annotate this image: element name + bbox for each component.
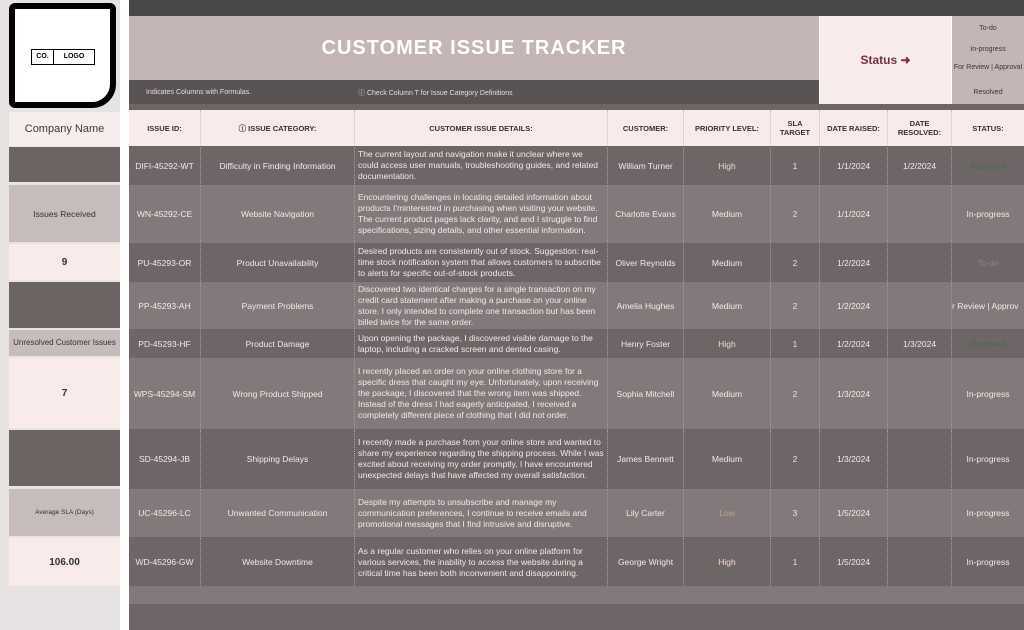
cell-customer[interactable]: Amelia Hughes [608, 282, 684, 329]
cell-status[interactable]: To-do [977, 257, 999, 268]
cell-sla[interactable]: 2 [771, 185, 820, 243]
cell-category[interactable]: Website Navigation [201, 185, 355, 243]
formula-note: Indicates Columns with Formulas. [146, 89, 252, 96]
cell-resolved[interactable] [888, 185, 952, 243]
col-sla-target[interactable]: SLA TARGET [771, 110, 820, 146]
cell-raised[interactable]: 1/3/2024 [820, 430, 888, 488]
cell-category[interactable]: Website Downtime [201, 538, 355, 586]
col-issue-category[interactable]: ⓘ ISSUE CATEGORY: [201, 110, 355, 146]
cell-category[interactable]: Shipping Delays [201, 430, 355, 488]
cell-resolved[interactable] [888, 430, 952, 488]
cell-sla[interactable]: 1 [771, 147, 820, 184]
cell-priority[interactable]: High [684, 330, 771, 357]
col-issue-details[interactable]: CUSTOMER ISSUE DETAILS: [355, 110, 608, 146]
cell-status[interactable]: In-progress [966, 388, 1010, 399]
cell-resolved[interactable] [888, 358, 952, 429]
avg-sla-value[interactable]: 106.00 [9, 538, 120, 586]
cell-details[interactable]: Upon opening the package, I discovered visible damage to the laptop, including a cracked screen and dented casing. [355, 330, 608, 357]
issues-received-label: Issues Received [9, 185, 120, 242]
table-row[interactable] [129, 538, 1024, 586]
cell-category[interactable]: Payment Problems [201, 282, 355, 329]
logo-badge [31, 49, 95, 65]
status-legend [952, 16, 1024, 104]
cell-category[interactable]: Unwanted Communication [201, 489, 355, 537]
avg-sla-label: Average SLA (Days) [9, 489, 120, 536]
table-row[interactable] [129, 330, 1024, 357]
cell-priority[interactable]: High [684, 538, 771, 586]
cell-resolved[interactable]: 1/3/2024 [888, 330, 952, 357]
cell-id[interactable]: PP-45293-AH [129, 282, 201, 329]
empty-row [129, 605, 1024, 630]
cell-priority[interactable]: Medium [684, 185, 771, 243]
cell-status[interactable]: Resolved [970, 160, 1006, 171]
issues-received-value[interactable]: 9 [9, 244, 120, 280]
col-status[interactable]: STATUS: [972, 123, 1004, 133]
cell-sla[interactable]: 2 [771, 430, 820, 488]
cell-resolved[interactable] [888, 538, 952, 586]
cell-id[interactable]: WN-45292-CE [129, 185, 201, 243]
col-date-raised[interactable]: DATE RAISED: [820, 110, 888, 146]
cell-raised[interactable]: 1/2/2024 [820, 330, 888, 357]
cell-category[interactable]: Product Unavailability [201, 244, 355, 281]
cell-details[interactable]: As a regular customer who relies on your online platform for various services, the inability to access the website during a critical time has been both inconvenient and disappointing. [355, 538, 608, 586]
legend-in-progress: In-progress [970, 46, 1006, 53]
table-header [129, 110, 1024, 146]
cell-raised[interactable]: 1/1/2024 [820, 147, 888, 184]
cell-resolved[interactable]: 1/2/2024 [888, 147, 952, 184]
col-issue-id[interactable]: ISSUE ID: [129, 110, 201, 146]
cell-details[interactable]: I recently made a purchase from your online store and wanted to share my experience regarding the shipping process. While I was excited about receiving my order promptly, I have encountered unexpected delays that have affected my overall satisfaction. [355, 430, 608, 488]
cell-details[interactable]: The current layout and navigation make it unclear where we could access user manuals, troubleshooting guides, and related documentation. [355, 147, 608, 184]
cell-priority[interactable]: Medium [684, 430, 771, 488]
table-row[interactable] [129, 430, 1024, 488]
company-logo [9, 3, 116, 108]
table-row[interactable] [129, 358, 1024, 429]
table-row[interactable] [129, 185, 1024, 243]
cell-priority[interactable]: Medium [684, 282, 771, 329]
cell-status[interactable]: In-progress [966, 209, 1010, 219]
cell-sla[interactable]: 2 [771, 282, 820, 329]
cell-priority[interactable]: Low [684, 489, 771, 537]
cell-id[interactable]: PD-45293-HF [129, 330, 201, 357]
page-title: CUSTOMER ISSUE TRACKER [321, 36, 627, 59]
cell-id[interactable]: UC-45296-LC [129, 489, 201, 537]
cell-customer[interactable]: William Turner [608, 147, 684, 184]
cell-status[interactable]: r Review | Approv [952, 300, 1019, 311]
cell-customer[interactable]: Henry Foster [608, 330, 684, 357]
empty-row [129, 586, 1024, 604]
left-spacer-1 [9, 147, 120, 182]
cell-customer[interactable]: Oliver Reynolds [608, 244, 684, 281]
cell-details[interactable]: I recently placed an order on your online clothing store for a specific dress that caught my eye. Unfortunately, upon receiving the package, I discovered that the wrong item was shipped. Instead of the dress I had eagerly anticipated, I received a completely different piece of clothing that I did not order. [355, 358, 608, 429]
legend-for-review: For Review | Approval [953, 64, 1023, 71]
cell-status[interactable]: In-progress [966, 557, 1010, 567]
cell-raised[interactable]: 1/1/2024 [820, 185, 888, 243]
cell-raised[interactable]: 1/5/2024 [820, 489, 888, 537]
company-name[interactable]: Company Name [9, 112, 120, 146]
logo-co-text: CO. [32, 50, 54, 64]
legend-resolved: Resolved [973, 89, 1003, 96]
unresolved-value[interactable]: 7 [9, 358, 120, 428]
cell-customer[interactable]: Charlotte Evans [608, 185, 684, 243]
cell-raised[interactable]: 1/2/2024 [820, 244, 888, 281]
cell-priority[interactable]: Medium [684, 244, 771, 281]
col-date-resolved[interactable]: DATE RESOLVED: [888, 110, 952, 146]
cell-id[interactable]: WD-45296-GW [129, 538, 201, 586]
cell-id[interactable]: SD-45294-JB [129, 430, 201, 488]
table-row[interactable] [129, 147, 1024, 184]
cell-category[interactable]: Difficulty in Finding Information [201, 147, 355, 184]
left-panel [0, 0, 120, 630]
left-spacer-2 [9, 282, 120, 328]
cell-priority[interactable]: Medium [684, 358, 771, 429]
status-arrow-label: Status ➜ [820, 16, 951, 104]
cell-resolved[interactable] [888, 282, 952, 329]
cell-details[interactable]: Desired products are consistently out of stock. Suggestion: real-time stock notification system that allows customers to subscribe to alerts for specific out-of-stock products. [355, 244, 608, 281]
cell-status[interactable]: In-progress [966, 454, 1010, 464]
cell-category[interactable]: Wrong Product Shipped [201, 358, 355, 429]
cell-status[interactable]: Resolved [970, 338, 1006, 349]
top-bar [129, 0, 1024, 16]
unresolved-label: Unresolved Customer Issues [9, 330, 120, 356]
cell-sla[interactable]: 3 [771, 489, 820, 537]
cell-sla[interactable]: 1 [771, 538, 820, 586]
cell-customer[interactable]: James Bennett [608, 430, 684, 488]
logo-text: LOGO [63, 53, 85, 60]
cell-sla[interactable]: 1 [771, 330, 820, 357]
cell-priority[interactable]: High [684, 147, 771, 184]
cell-details[interactable]: Encountering challenges in locating detailed information about products I'minterested in purchasing when visiting your website. The current product pages lack clarity, and and I struggle to find specifications, sizing details, and other essential information. [355, 185, 608, 243]
cell-resolved[interactable] [888, 489, 952, 537]
legend-todo: To-do [979, 25, 997, 32]
cell-sla[interactable]: 2 [771, 244, 820, 281]
col-priority[interactable]: PRIORITY LEVEL: [684, 110, 771, 146]
left-spacer-3 [9, 430, 120, 486]
cell-customer[interactable]: George Wright [608, 538, 684, 586]
cell-details[interactable]: Despite my attempts to unsubscribe and manage my communication preferences, I continue to receive emails and promotional messages that I find intrusive and disruptive. [355, 489, 608, 537]
table-row[interactable] [129, 244, 1024, 281]
cell-sla[interactable]: 2 [771, 358, 820, 429]
cell-id[interactable]: WPS-45294-SM [129, 358, 201, 429]
cell-details[interactable]: Discovered two identical charges for a single transaction on my credit card statement after making a purchase on your online store. I only intended to complete one transaction but has been billed twice for the same order. [355, 282, 608, 329]
cell-id[interactable]: PU-45293-OR [129, 244, 201, 281]
cell-raised[interactable]: 1/3/2024 [820, 358, 888, 429]
table-row[interactable] [129, 282, 1024, 329]
cell-raised[interactable]: 1/2/2024 [820, 282, 888, 329]
col-customer[interactable]: CUSTOMER: [608, 110, 684, 146]
cell-status[interactable]: In-progress [966, 508, 1010, 518]
title-banner [129, 16, 819, 80]
panel-gap [120, 0, 129, 630]
cell-category[interactable]: Product Damage [201, 330, 355, 357]
category-note: ⓘ Check Column T for Issue Category Definitions [358, 90, 513, 97]
cell-customer[interactable]: Sophia Mitchell [608, 358, 684, 429]
cell-id[interactable]: DIFI-45292-WT [129, 147, 201, 184]
table-row[interactable] [129, 489, 1024, 537]
cell-raised[interactable]: 1/5/2024 [820, 538, 888, 586]
note-bar [129, 80, 819, 104]
cell-customer[interactable]: Lily Carter [608, 489, 684, 537]
cell-resolved[interactable] [888, 244, 952, 281]
